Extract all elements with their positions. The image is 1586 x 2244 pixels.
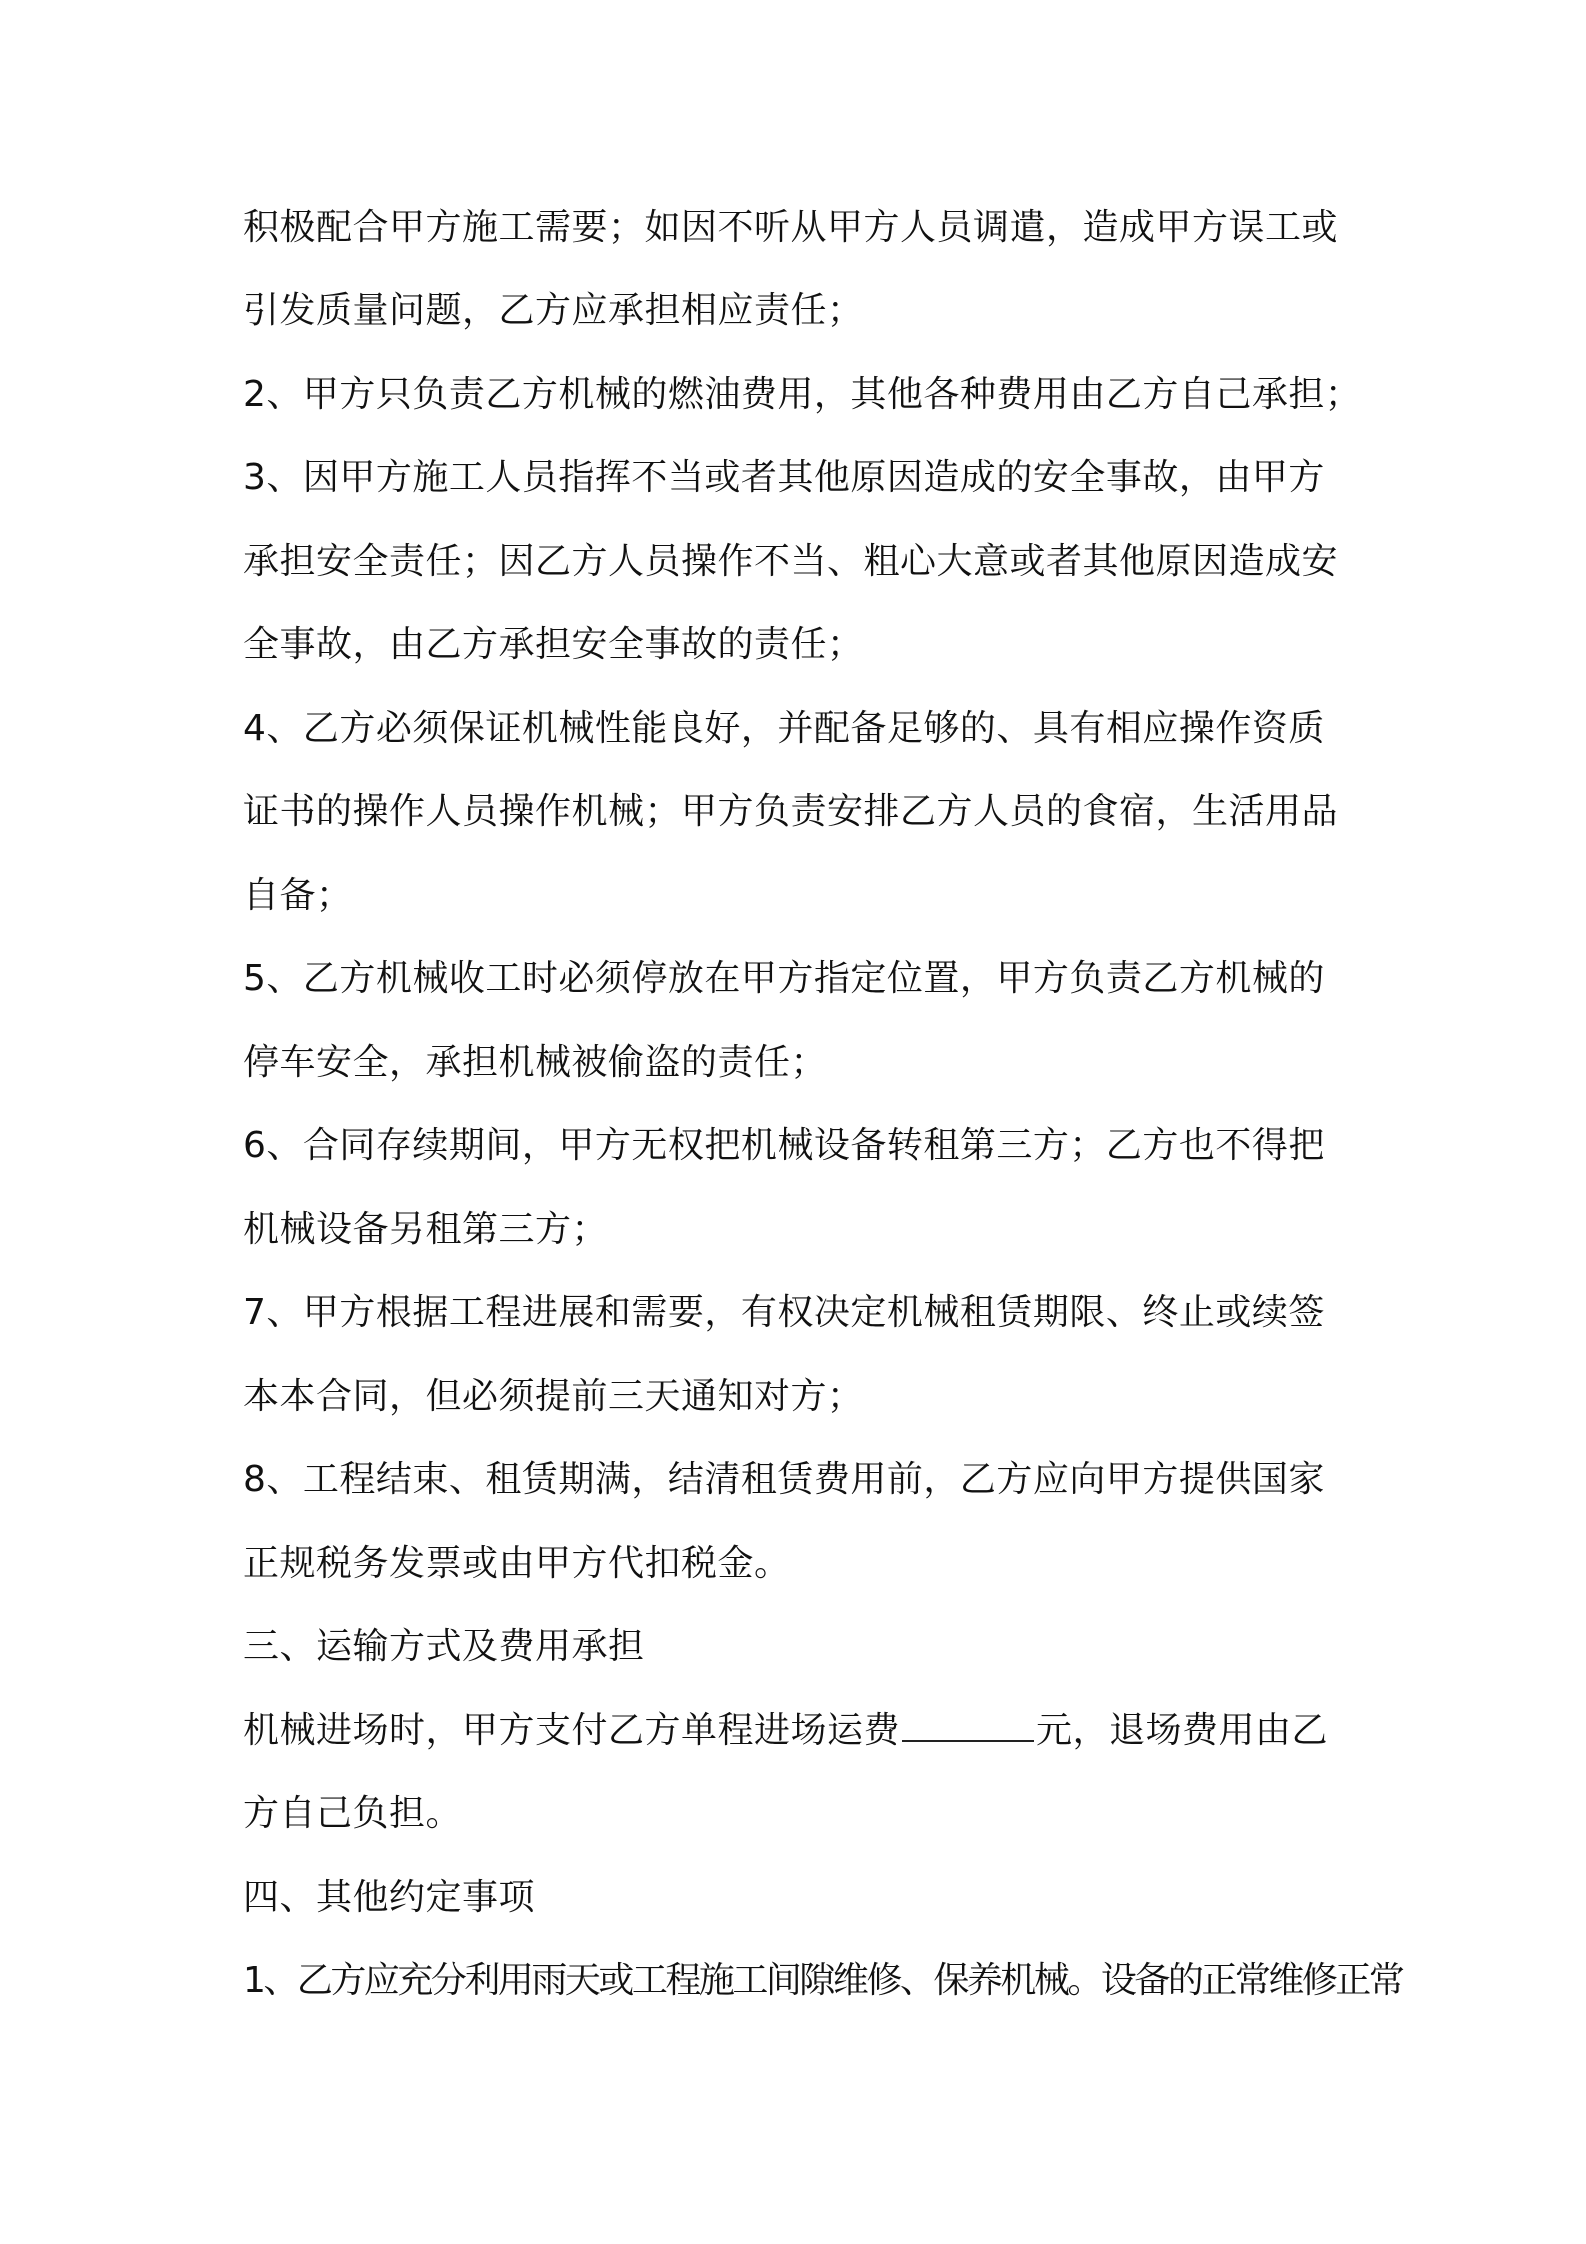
- clause-8-line-1: 8、工程结束、租赁期满，结清租赁费用前，乙方应向甲方提供国家: [243, 1459, 1325, 1500]
- clause-8-line-2: 正规税务发票或由甲方代扣税金。: [243, 1543, 791, 1584]
- transport-line-continued: 方自己负担。: [243, 1793, 463, 1834]
- transport-text-part1: 机械进场时，甲方支付乙方单程进场运费: [243, 1710, 901, 1751]
- clause-4-line-3: 自备；: [243, 875, 353, 916]
- clause-6-line-2: 机械设备另租第三方；: [243, 1209, 609, 1250]
- clause-5-line-2: 停车安全，承担机械被偷盗的责任；: [243, 1042, 828, 1083]
- fee-blank-field[interactable]: [902, 1710, 1034, 1742]
- clause-5-line-1: 5、乙方机械收工时必须停放在甲方指定位置，甲方负责乙方机械的: [243, 958, 1325, 999]
- clause-2: 2、甲方只负责乙方机械的燃油费用，其他各种费用由乙方自己承担；: [243, 374, 1362, 415]
- transport-line: [243, 1709, 1328, 1753]
- clause-4-line-2: 证书的操作人员操作机械；甲方负责安排乙方人员的食宿，生活用品: [243, 791, 1339, 832]
- text-line-1: 积极配合甲方施工需要；如因不听从甲方人员调遣，造成甲方误工或: [243, 207, 1339, 248]
- clause-3-line-2: 承担安全责任；因乙方人员操作不当、粗心大意或者其他原因造成安: [243, 541, 1339, 582]
- clause-3-line-3: 全事故，由乙方承担安全事故的责任；: [243, 624, 864, 665]
- section-four-heading: 四、其他约定事项: [243, 1877, 536, 1918]
- clause-4-line-1: 4、乙方必须保证机械性能良好，并配备足够的、具有相应操作资质: [243, 708, 1325, 749]
- clause-6-line-1: 6、合同存续期间，甲方无权把机械设备转租第三方；乙方也不得把: [243, 1125, 1325, 1166]
- section-four-clause-1: 1、乙方应充分利用雨天或工程施工间隙维修、保养机械。设备的正常维修正常: [243, 1960, 1403, 2001]
- clause-3-line-1: 3、因甲方施工人员指挥不当或者其他原因造成的安全事故，由甲方: [243, 457, 1325, 498]
- clause-7-line-2: 本本合同，但必须提前三天通知对方；: [243, 1376, 864, 1417]
- section-three-heading: 三、运输方式及费用承担: [243, 1626, 645, 1667]
- text-line-2: 引发质量问题，乙方应承担相应责任；: [243, 290, 864, 331]
- clause-7-line-1: 7、甲方根据工程进展和需要，有权决定机械租赁期限、终止或续签: [243, 1292, 1325, 1333]
- transport-text-part2: 元，退场费用由乙: [1036, 1710, 1329, 1751]
